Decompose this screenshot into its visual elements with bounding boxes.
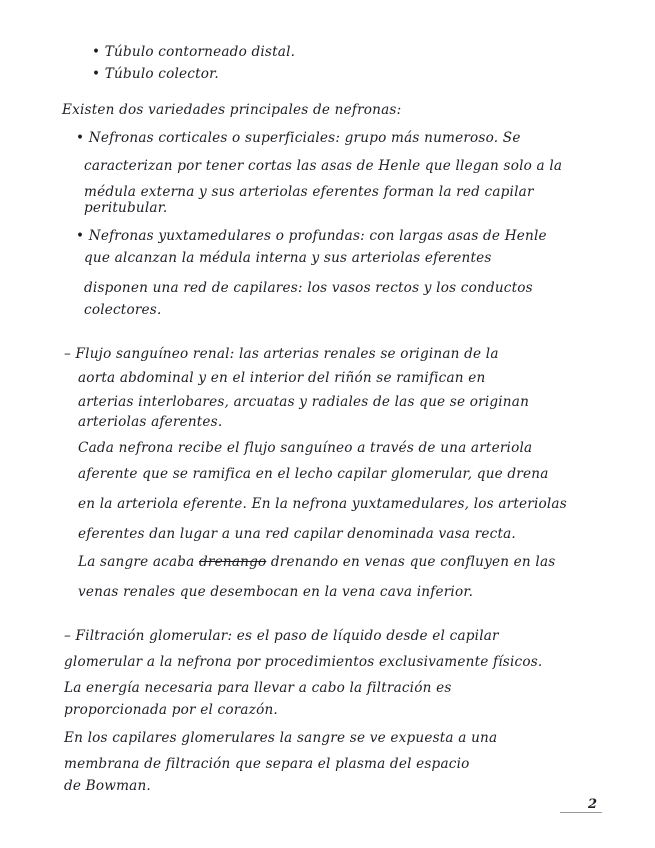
cada-nefrona-line-1: Cada nefrona recibe el flujo sanguíneo a través de una arteriola <box>78 440 533 456</box>
flujo-sanguineo-line-1: – Flujo sanguíneo renal: las arterias renales se originan de la <box>64 346 499 362</box>
sangre-drenando-text-end: drenando en venas que confluyen en las <box>270 554 556 570</box>
flujo-sanguineo-line-2: aorta abdominal y en el interior del riñón se ramifican en <box>78 370 486 386</box>
capilares-glomerulares-line-3: de Bowman. <box>64 778 151 794</box>
flujo-sanguineo-line-4: arteriolas aferentes. <box>78 414 223 430</box>
cada-nefrona-line-2: aferente que se ramifica en el lecho capilar glomerular, que drena <box>78 466 549 482</box>
nefronas-corticales-line-2: caracterizan por tener cortas las asas de Henle que llegan solo a la <box>84 158 563 174</box>
nefronas-yuxtamedulares-line-4: colectores. <box>84 302 162 318</box>
nefronas-corticales-line-4: peritubular. <box>84 200 168 216</box>
filtracion-glomerular-line-2: glomerular a la nefrona por procedimientos exclusivamente físicos. <box>64 654 543 670</box>
capilares-glomerulares-line-2: membrana de filtración que separa el plasma del espacio <box>64 756 470 772</box>
bullet-tubulo-colector: • Túbulo colector. <box>92 66 219 82</box>
section-intro-nefronas: Existen dos variedades principales de nefronas: <box>62 102 402 118</box>
filtracion-glomerular-line-4: proporcionada por el corazón. <box>64 702 278 718</box>
capilares-glomerulares-line-1: En los capilares glomerulares la sangre se ve expuesta a una <box>64 730 498 746</box>
flujo-sanguineo-line-3: arterias interlobares, arcuatas y radiales de las que se originan <box>78 394 530 410</box>
cada-nefrona-line-4: eferentes dan lugar a una red capilar denominada vasa recta. <box>78 526 516 542</box>
page-number-underline <box>560 812 602 813</box>
sangre-drenando-text-start: La sangre acaba <box>78 554 195 570</box>
filtracion-glomerular-line-1: – Filtración glomerular: es el paso de líquido desde el capilar <box>64 628 499 644</box>
nefronas-yuxtamedulares-line-3: disponen una red de capilares: los vasos rectos y los conductos <box>84 280 533 296</box>
nefronas-corticales-line-1: • Nefronas corticales o superficiales: grupo más numeroso. Se <box>76 130 521 146</box>
cada-nefrona-line-3: en la arteriola eferente. En la nefrona yuxtamedulares, los arteriolas <box>78 496 567 512</box>
nefronas-yuxtamedulares-line-2: que alcanzan la médula interna y sus arteriolas eferentes <box>84 250 492 266</box>
crossed-out-word: drenango <box>199 554 267 570</box>
sangre-drenando-line <box>78 554 555 570</box>
venas-renales-line: venas renales que desembocan en la vena cava inferior. <box>78 584 474 600</box>
filtracion-glomerular-line-3: La energía necesaria para llevar a cabo la filtración es <box>64 680 452 696</box>
nefronas-corticales-line-3: médula externa y sus arteriolas eferentes forman la red capilar <box>84 184 534 200</box>
nefronas-yuxtamedulares-line-1: • Nefronas yuxtamedulares o profundas: con largas asas de Henle <box>76 228 547 244</box>
page-number: 2 <box>587 797 597 812</box>
bullet-tubulo-distal: • Túbulo contorneado distal. <box>92 44 296 60</box>
